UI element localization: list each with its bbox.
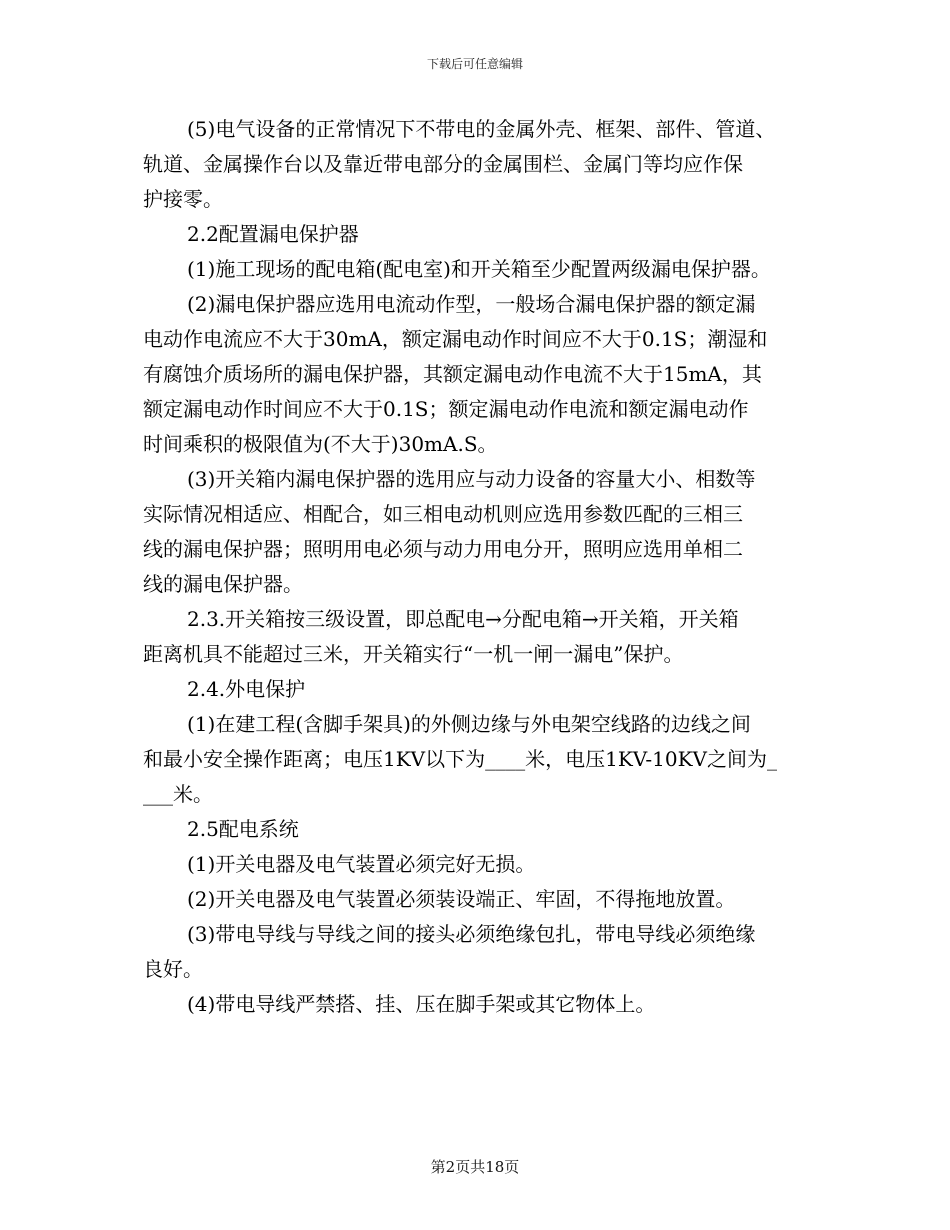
text-line: 有腐蚀介质场所的漏电保护器，其额定漏电动作电流不大于15mA，其 — [143, 362, 762, 386]
text-line: (1)开关电器及电气装置必须完好无损。 — [187, 852, 536, 876]
text-line: 2.2配置漏电保护器 — [187, 222, 359, 246]
text-line: (5)电气设备的正常情况下不带电的金属外壳、框架、部件、管道、 — [187, 117, 776, 141]
text-line: ___米。 — [143, 782, 213, 806]
text-line: 距离机具不能超过三米，开关箱实行“一机一闸一漏电”保护。 — [143, 642, 684, 666]
page-footer: 第2页共18页 — [430, 1158, 520, 1176]
text-line: 轨道、金属操作台以及靠近带电部分的金属围栏、金属门等均应作保 — [143, 152, 743, 176]
text-line: 和最小安全操作距离；电压1KV以下为____米，电压1KV-10KV之间为_ — [143, 747, 777, 771]
text-line: (1)在建工程(含脚手架具)的外侧边缘与外电架空线路的边线之间 — [187, 712, 751, 736]
text-line: 额定漏电动作时间应不大于0.1S；额定漏电动作电流和额定漏电动作 — [143, 397, 749, 421]
document-body — [143, 112, 823, 1022]
text-line: 线的漏电保护器。 — [143, 572, 303, 596]
text-line: (3)开关箱内漏电保护器的选用应与动力设备的容量大小、相数等 — [187, 467, 756, 491]
text-line: 2.3.开关箱按三级设置，即总配电→分配电箱→开关箱，开关箱 — [187, 607, 739, 631]
text-line: 时间乘积的极限值为(不大于)30mA.S。 — [143, 432, 498, 456]
page-header: 下载后可任意编辑 — [426, 57, 523, 71]
text-line: (3)带电导线与导线之间的接头必须绝缘包扎，带电导线必须绝缘 — [187, 922, 756, 946]
text-line: (1)施工现场的配电箱(配电室)和开关箱至少配置两级漏电保护器。 — [187, 257, 771, 281]
text-line: 2.5配电系统 — [187, 817, 299, 841]
text-line: 线的漏电保护器；照明用电必须与动力用电分开，照明应选用单相二 — [143, 537, 743, 561]
text-line: (2)开关电器及电气装置必须装设端正、牢固，不得拖地放置。 — [187, 887, 736, 911]
text-line: 实际情况相适应、相配合，如三相电动机则应选用参数匹配的三相三 — [143, 502, 743, 526]
text-line: (4)带电导线严禁搭、挂、压在脚手架或其它物体上。 — [187, 992, 656, 1016]
text-line: 护接零。 — [143, 187, 223, 211]
text-line: 良好。 — [143, 957, 203, 981]
text-line: 电动作电流应不大于30mA，额定漏电动作时间应不大于0.1S；潮湿和 — [143, 327, 768, 351]
text-line: (2)漏电保护器应选用电流动作型，一般场合漏电保护器的额定漏 — [187, 292, 756, 316]
text-line: 2.4.外电保护 — [187, 677, 306, 701]
